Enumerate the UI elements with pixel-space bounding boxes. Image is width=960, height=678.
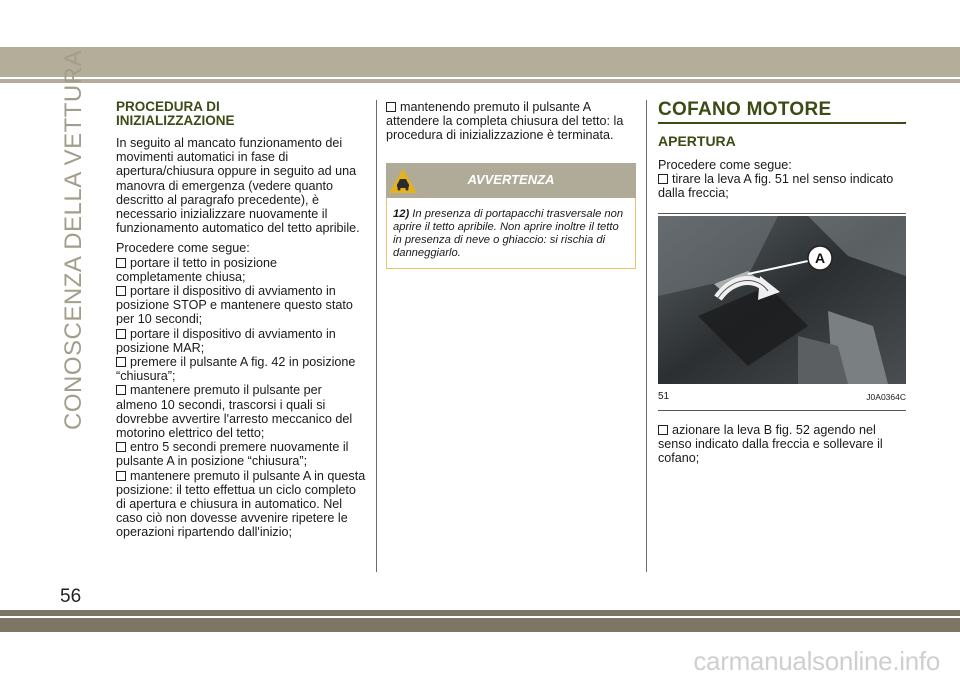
bonnet-lever-photo: [658, 216, 906, 384]
heading-initialization: [116, 100, 366, 128]
list-item: [116, 284, 366, 327]
lead-text: Procedere come segue:: [116, 241, 250, 256]
top-band: [0, 47, 960, 77]
step-text: portare il tetto in posizione completamente chiusa;: [116, 255, 278, 284]
list-item: [116, 383, 366, 440]
step-text: portare il dispositivo di avviamento in posizione STOP e mantenere questo stato per 10 secondi;: [116, 284, 353, 327]
checkbox-bullet-icon: [658, 174, 668, 184]
checkbox-bullet-icon: [658, 425, 668, 435]
checkbox-bullet-icon: [116, 442, 126, 452]
figure-number: 51: [658, 390, 670, 402]
figure-code: J0A0364C: [866, 391, 906, 402]
intro-paragraph: In seguito al mancato funzionamento dei movimenti automatici in fase di apertura/chiusura oppure in seguito ad una manovra di emergenza (vedere quanto descritto al paragrafo precedente), è necessario inizializzare nuovamente il funzionamento automatico del tetto apribile.: [116, 136, 360, 236]
list-item: [116, 256, 366, 284]
lead-text: Procedere come segue:: [658, 158, 792, 172]
checkbox-bullet-icon: [116, 385, 126, 395]
checkbox-bullet-icon: [116, 258, 126, 268]
column-2: [386, 100, 636, 269]
checkbox-bullet-icon: [386, 102, 396, 112]
warning-header: [386, 163, 636, 198]
step-text: mantenere premuto il pulsante A in questa posizione: il tetto effettua un ciclo completo di apertura e chiusura in automatico. Nel caso ciò non dovesse avvenire ripetere le operazioni ripartendo dall'inizio;: [116, 468, 366, 540]
column-divider-1: [376, 100, 377, 572]
figure-caption: [658, 384, 906, 411]
checkbox-bullet-icon: [116, 286, 126, 296]
top-band-thin: [0, 79, 960, 83]
list-item: [386, 100, 636, 143]
heading-line-2: INIZIALIZZAZIONE: [116, 113, 235, 128]
step-text: entro 5 secondi premere nuovamente il pulsante A in posizione “chiusura”;: [116, 440, 349, 469]
checkbox-bullet-icon: [116, 357, 126, 367]
list-item: [116, 440, 366, 468]
list-item: [116, 469, 366, 540]
step-text: premere il pulsante A fig. 42 in posizione “chiusura”;: [116, 355, 356, 384]
figure-51: [658, 213, 906, 411]
watermark-text: carmanualsonline.info: [693, 646, 940, 676]
heading-rule: [658, 122, 906, 124]
list-item: [658, 172, 906, 200]
column-divider-2: [646, 100, 647, 572]
warning-body: [386, 198, 636, 270]
steps-list: [116, 256, 366, 540]
step-text: mantenendo premuto il pulsante A attendere la completa chiusura del tetto: la procedura di inizializzazione è terminata.: [386, 100, 624, 143]
step-text: tirare la leva A fig. 51 nel senso indicato dalla freccia;: [658, 172, 894, 201]
page-number: 56: [60, 586, 82, 607]
figure-callout-label: A: [814, 249, 826, 266]
figure-photo: [658, 216, 906, 384]
warning-number: 12): [393, 207, 410, 220]
step-text: portare il dispositivo di avviamento in posizione MAR;: [116, 326, 336, 355]
bottom-band-thick: [0, 618, 960, 632]
warning-title: AVVERTENZA: [467, 171, 555, 187]
heading-engine-bonnet: COFANO MOTORE: [658, 99, 832, 120]
section-title-vertical: CONOSCENZA DELLA VETTURA: [60, 49, 87, 430]
step-text: mantenere premuto il pulsante per almeno 10 secondi, trascorsi i quali si dovrebbe avvertire l'arresto meccanico del motorino elettrico del tetto;: [116, 383, 353, 441]
list-item: [658, 423, 906, 466]
warning-text: In presenza di portapacchi trasversale non aprire il tetto apribile. Non aprire inoltre il tetto in presenza di neve o ghiaccio: si rischia di danneggiarlo.: [393, 207, 624, 260]
column-1: [116, 100, 366, 540]
checkbox-bullet-icon: [116, 471, 126, 481]
subheading-opening: APERTURA: [658, 133, 736, 149]
step-text: azionare la leva B fig. 52 agendo nel senso indicato dalla freccia e sollevare il cofano;: [658, 422, 883, 466]
checkbox-bullet-icon: [116, 329, 126, 339]
list-item: [116, 355, 366, 383]
footer-watermark: [0, 646, 960, 677]
column-3: [658, 100, 906, 465]
heading-line-1: PROCEDURA DI: [116, 99, 220, 114]
list-item: [116, 327, 366, 355]
